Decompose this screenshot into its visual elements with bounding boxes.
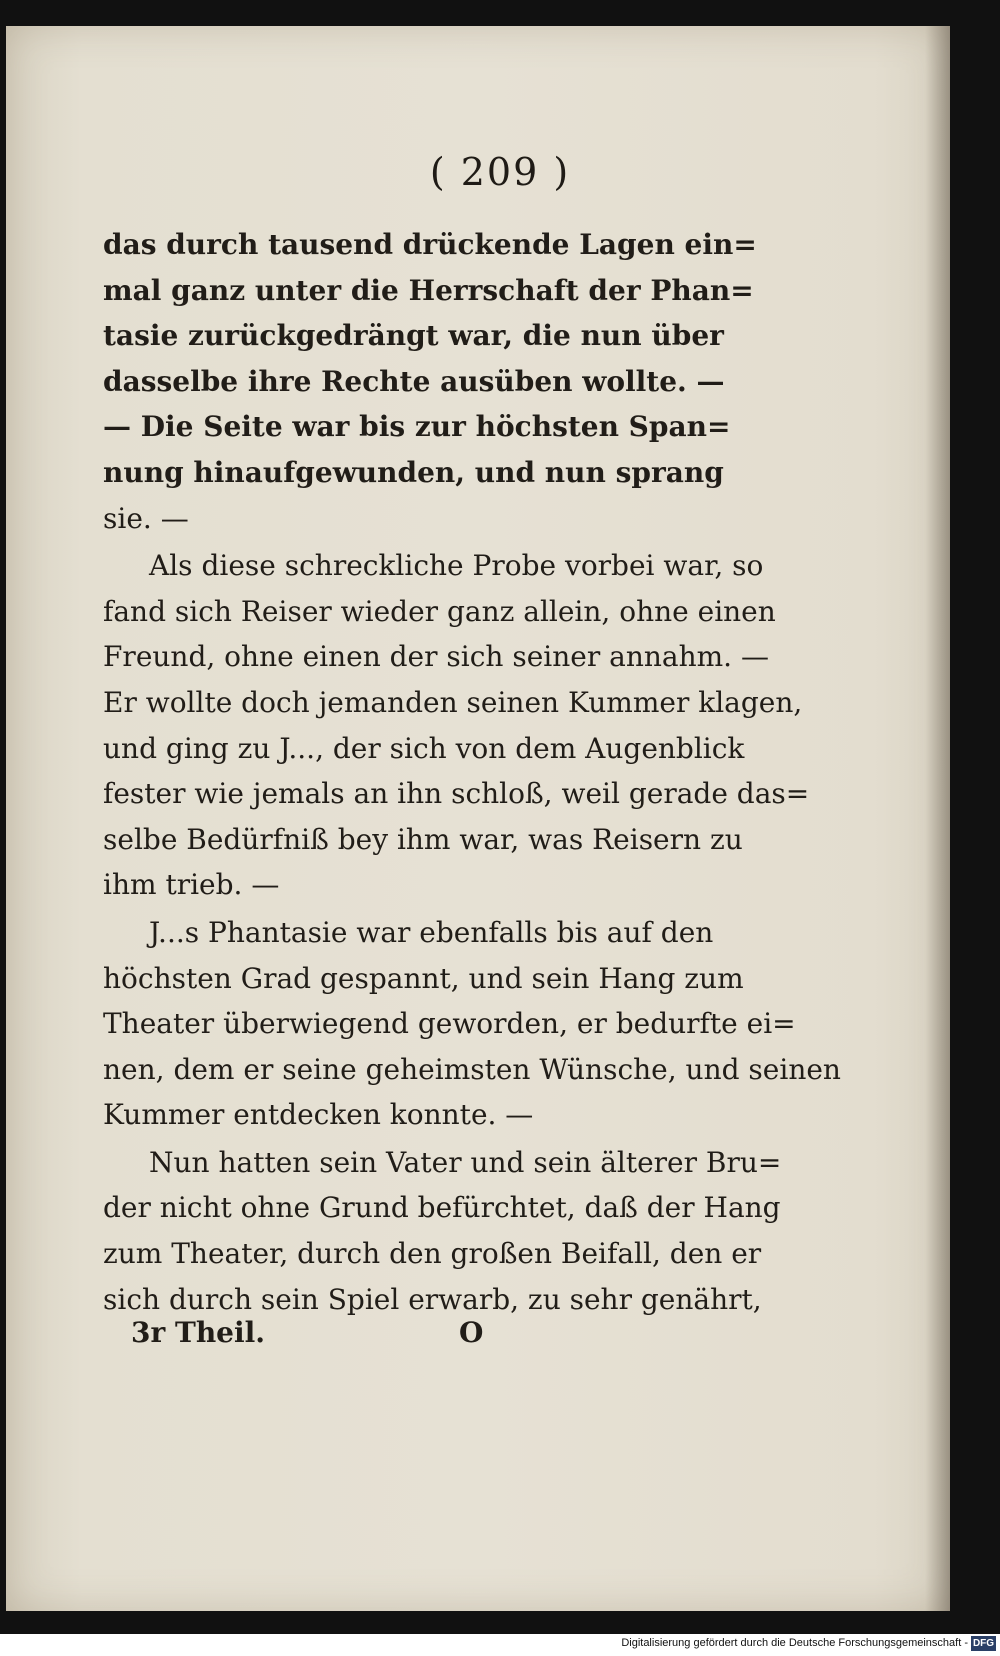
page-edge-shadow [925, 26, 950, 1611]
paragraph-3 [103, 910, 841, 1138]
text-line: das durch tausend drückende Lagen ein= [103, 228, 757, 261]
text-line: höchsten Grad gespannt, und sein Hang zum [103, 961, 744, 995]
text-line: sich durch sein Spiel erwarb, zu sehr genährt, [103, 1282, 762, 1316]
text-line: nung hinaufgewunden, und nun sprang [103, 455, 724, 489]
text-line: Als diese schreckliche Probe vorbei war, so [149, 549, 764, 583]
text-line: nen, dem er seine geheimsten Wünsche, und seinen [103, 1052, 841, 1086]
text-line: und ging zu J..., der sich von dem Augenblick [103, 731, 745, 765]
page-body [103, 222, 841, 1322]
text-line: Freund, ohne einen der sich seiner annahm. — [103, 640, 769, 674]
text-line: zum Theater, durch den großen Beifall, den er [103, 1237, 762, 1271]
paragraph-4 [103, 1140, 782, 1322]
paragraph-2 [103, 543, 810, 908]
text-line: selbe Bedürfniß bey ihm war, was Reisern zu [103, 822, 743, 856]
text-line: sie. — [103, 501, 189, 535]
text-line: dasselbe ihre Rechte ausüben wollte. — [103, 364, 725, 398]
text-line: Kummer entdecken konnte. — [103, 1098, 534, 1132]
text-line: tasie zurückgedrängt war, die nun über [103, 319, 724, 353]
text-line: mal ganz unter die Herrschaft der Phan= [103, 273, 754, 307]
text-line: ihm trieb. — [103, 868, 280, 902]
text-line: Theater überwiegend geworden, er bedurfte ei= [103, 1007, 796, 1041]
text-line: — Die Seite war bis zur höchsten Span= [103, 410, 731, 444]
dfg-logo: DFG [972, 1638, 995, 1649]
text-line: J...s Phantasie war ebenfalls bis auf den [149, 915, 714, 949]
text-line: Nun hatten sein Vater und sein älterer Bru= [149, 1145, 782, 1179]
signature-mark: 3r Theil. [131, 1316, 266, 1349]
text-line: der nicht ohne Grund befürchtet, daß der Hang [103, 1191, 781, 1225]
paragraph-1 [103, 222, 757, 541]
page-footer [103, 1316, 728, 1360]
text-line: fester wie jemals an ihn schloß, weil gerade das= [103, 777, 810, 811]
gathering-mark: O [459, 1316, 484, 1349]
digitization-credit: Digitalisierung gefördert durch die Deutsche Forschungsgemeinschaft - [621, 1637, 968, 1649]
text-line: Er wollte doch jemanden seinen Kummer klagen, [103, 685, 803, 719]
text-line: fand sich Reiser wieder ganz allein, ohne einen [103, 594, 776, 628]
page-number: ( 209 ) [429, 150, 571, 194]
